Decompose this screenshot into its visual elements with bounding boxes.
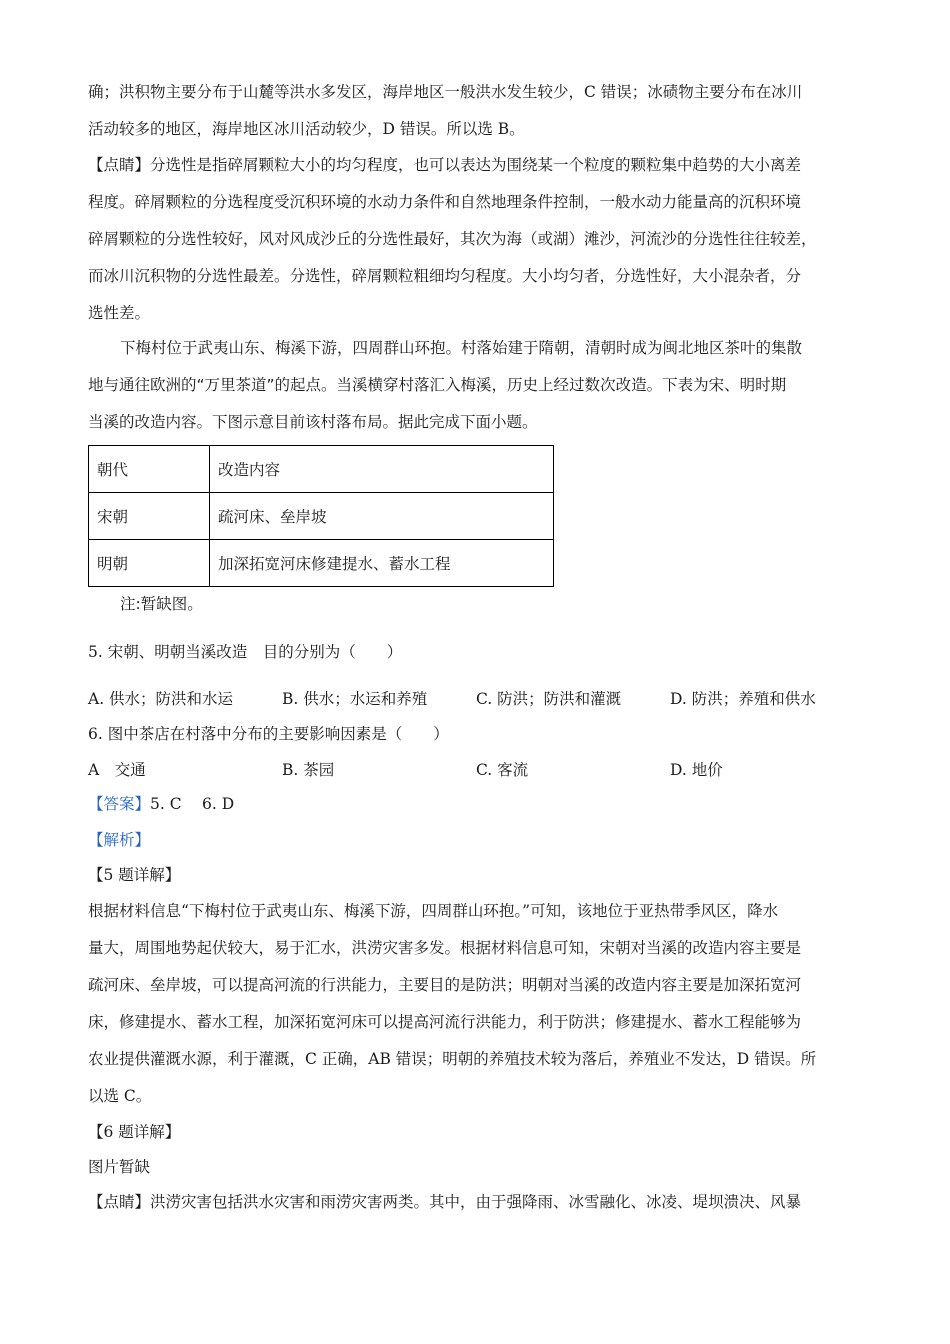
table-row bbox=[89, 540, 554, 587]
table-header-cell: 改造内容 bbox=[210, 446, 554, 493]
q5-option-b: B. 供水；水运和养殖 bbox=[282, 690, 428, 708]
detail-5-heading: 【5 题详解】 bbox=[88, 866, 181, 884]
detail-5-line: 根据材料信息“下梅村位于武夷山东、梅溪下游，四周群山环抱。”可知，该地位于亚热带季风区，降水 bbox=[88, 902, 779, 920]
answer-line bbox=[88, 794, 234, 814]
tip-tag: 【点睛】 bbox=[88, 156, 151, 174]
text-line: 选性差。 bbox=[88, 304, 151, 322]
tip-text: 洪涝灾害包括洪水灾害和雨涝灾害两类。其中，由于强降雨、冰雪融化、冰凌、堤坝溃决、风暴 bbox=[150, 1193, 802, 1211]
table-header-row bbox=[89, 446, 554, 493]
material-line: 当溪的改造内容。下图示意目前该村落布局。据此完成下面小题。 bbox=[88, 413, 538, 431]
detail-6-heading: 【6 题详解】 bbox=[88, 1123, 181, 1141]
tip-line bbox=[88, 1192, 801, 1212]
text-line: 确；洪积物主要分布于山麓等洪水多发区，海岸地区一般洪水发生较少，C 错误；冰碛物主要分布在冰川 bbox=[88, 83, 803, 101]
q5-option-d: D. 防洪；养殖和供水 bbox=[670, 690, 816, 708]
text-line: 而冰川沉积物的分选性最差。分选性，碎屑颗粒粗细均匀程度。大小均匀者，分选性好，大小混杂者，分 bbox=[88, 267, 802, 285]
detail-5-line: 农业提供灌溉水源，利于灌溉，C 正确，AB 错误；明朝的养殖技术较为落后，养殖业不发达，D 错误。所 bbox=[88, 1050, 817, 1068]
q6-option-a: A 交通 bbox=[88, 761, 146, 779]
question-5-stem: 5. 宋朝、明朝当溪改造 目的分别为（ ） bbox=[88, 643, 403, 661]
question-6-stem: 6. 图中茶店在村落中分布的主要影响因素是（ ） bbox=[88, 725, 449, 743]
q5-option-c: C. 防洪；防洪和灌溉 bbox=[476, 690, 622, 708]
table-cell: 明朝 bbox=[89, 540, 210, 587]
tip-line bbox=[88, 155, 801, 175]
text-line: 活动较多的地区，海岸地区冰川活动较少，D 错误。所以选 B。 bbox=[88, 120, 525, 138]
detail-5-line: 量大，周围地势起伏较大，易于汇水，洪涝灾害多发。根据材料信息可知，宋朝对当溪的改造内容主要是 bbox=[88, 939, 802, 957]
material-line: 地与通往欧洲的“万里茶道”的起点。当溪横穿村落汇入梅溪，历史上经过数次改造。下表为宋、明时期 bbox=[88, 376, 787, 394]
q5-option-a: A. 供水；防洪和水运 bbox=[88, 690, 234, 708]
q6-option-d: D. 地价 bbox=[670, 761, 723, 779]
figure-note: 注:暂缺图。 bbox=[120, 595, 203, 613]
q6-option-b: B. 茶园 bbox=[282, 761, 335, 779]
table-cell: 疏河床、垒岸坡 bbox=[210, 493, 554, 540]
answer-text: 5. C 6. D bbox=[150, 795, 235, 813]
answer-tag: 【答案】 bbox=[88, 795, 151, 813]
table-header-cell: 朝代 bbox=[89, 446, 210, 493]
q6-option-c: C. 客流 bbox=[476, 761, 529, 779]
tip-text: 分选性是指碎屑颗粒大小的均匀程度，也可以表达为围绕某一个粒度的颗粒集中趋势的大小离差 bbox=[150, 156, 802, 174]
text-line: 碎屑颗粒的分选性较好，风对风成沙丘的分选性最好，其次为海（或湖）滩沙，河流沙的分选性往往较差， bbox=[88, 230, 817, 248]
detail-5-line: 床，修建提水、蓄水工程，加深拓宽河床可以提高河流行洪能力，利于防洪；修建提水、蓄水工程能够为 bbox=[88, 1013, 802, 1031]
table-cell: 加深拓宽河床修建提水、蓄水工程 bbox=[210, 540, 554, 587]
material-line: 下梅村位于武夷山东、梅溪下游，四周群山环抱。村落始建于隋朝，清朝时成为闽北地区茶叶的集散 bbox=[120, 339, 803, 357]
text-line: 程度。碎屑颗粒的分选程度受沉积环境的水动力条件和自然地理条件控制，一般水动力能量高的沉积环境 bbox=[88, 193, 802, 211]
table-cell: 宋朝 bbox=[89, 493, 210, 540]
table-row bbox=[89, 493, 554, 540]
tip-tag: 【点睛】 bbox=[88, 1193, 151, 1211]
analysis-tag: 【解析】 bbox=[88, 831, 151, 849]
detail-5-line: 疏河床、垒岸坡，可以提高河流的行洪能力，主要目的是防洪；明朝对当溪的改造内容主要是加深拓宽河 bbox=[88, 976, 802, 994]
detail-6-text: 图片暂缺 bbox=[88, 1158, 151, 1176]
reform-table bbox=[88, 445, 554, 587]
detail-5-line: 以选 C。 bbox=[88, 1087, 152, 1105]
